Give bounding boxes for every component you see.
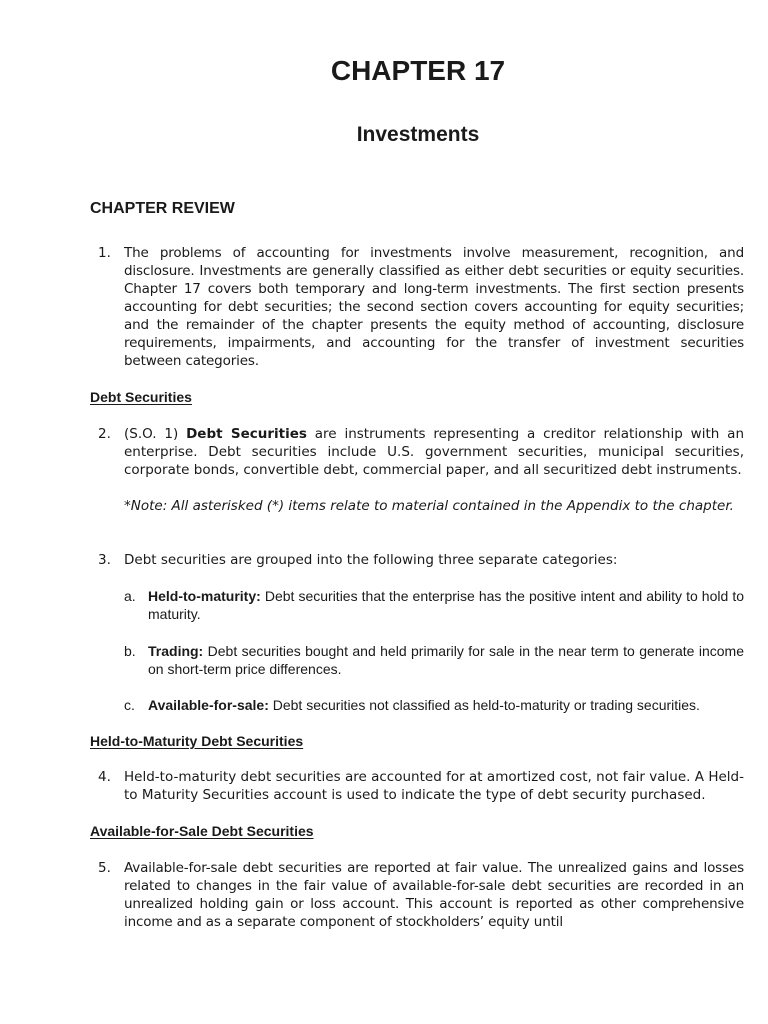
category-c-body: Debt securities not classified as held-to-maturity or trading securities. [268,697,700,713]
category-c-text [148,696,744,714]
category-a-letter: a. [124,588,136,604]
item-4-number: 4. [98,769,111,785]
category-b-text [148,642,744,678]
item-2-text [124,425,744,479]
chapter-number: CHAPTER 17 [330,55,506,86]
item-2-term: Debt Securities [186,426,307,442]
item-5-text: Available-for-sale debt securities are reported at fair value. The unrealized gains and losses related to changes in the fair value of available-for-sale debt securities are recorded in an unrealized holding gain or loss account. This account is reported as other comprehensive income and as a separate component of stockholders’ equity until [124,860,744,930]
item-2-number: 2. [98,426,111,442]
item-3-text: Debt securities are grouped into the following three separate categories: [124,552,618,568]
category-a-term: Held-to-maturity: [148,588,261,604]
chapter-review-heading: CHAPTER REVIEW [90,200,235,217]
category-b-letter: b. [124,643,136,659]
item-5-number: 5. [98,860,111,876]
category-c-term: Available-for-sale: [148,697,269,713]
category-c-letter: c. [124,697,135,713]
item-4-text: Held-to-maturity debt securities are accounted for at amortized cost, not fair value. A Held-to Maturity Securities account is used to indicate the type of debt security purchased. [124,769,744,803]
section-heading-available-for-sale: Available-for-Sale Debt Securities [90,823,314,839]
item-2-prefix: (S.O. 1) [124,426,187,442]
item-2-body: are instruments representing a creditor relationship with an enterprise. Debt securities include U.S. government securities, municipal securities, corporate bonds, convertible debt, commercial paper, and all securitized debt instruments. [124,426,745,478]
section-heading-held-to-maturity: Held-to-Maturity Debt Securities [90,733,304,749]
category-a-text [148,587,744,623]
section-heading-debt-securities: Debt Securities [90,389,192,405]
chapter-title: Investments [356,123,480,146]
item-3-number: 3. [98,552,111,568]
item-1-text: The problems of accounting for investments involve measurement, recognition, and disclosure. Investments are generally classified as either debt securities or equity securities. Chapter 17 covers both temporary and long-term investments. The first section presents accounting for debt securities; the second section covers accounting for equity securities; and the remainder of the chapter presents the equity method of accounting, disclosure requirements, impairments, and accounting for the transfer of investment securities between categories. [124,245,744,369]
category-b-body: Debt securities bought and held primarily for sale in the near term to generate income on short-term price differences. [148,643,744,677]
item-1-number: 1. [98,245,111,261]
category-a-body: Debt securities that the enterprise has the positive intent and ability to hold to maturity. [148,588,744,622]
appendix-note: *Note: All asterisked (*) items relate to material contained in the Appendix to the chapter. [124,498,734,514]
category-b-term: Trading: [148,643,204,659]
